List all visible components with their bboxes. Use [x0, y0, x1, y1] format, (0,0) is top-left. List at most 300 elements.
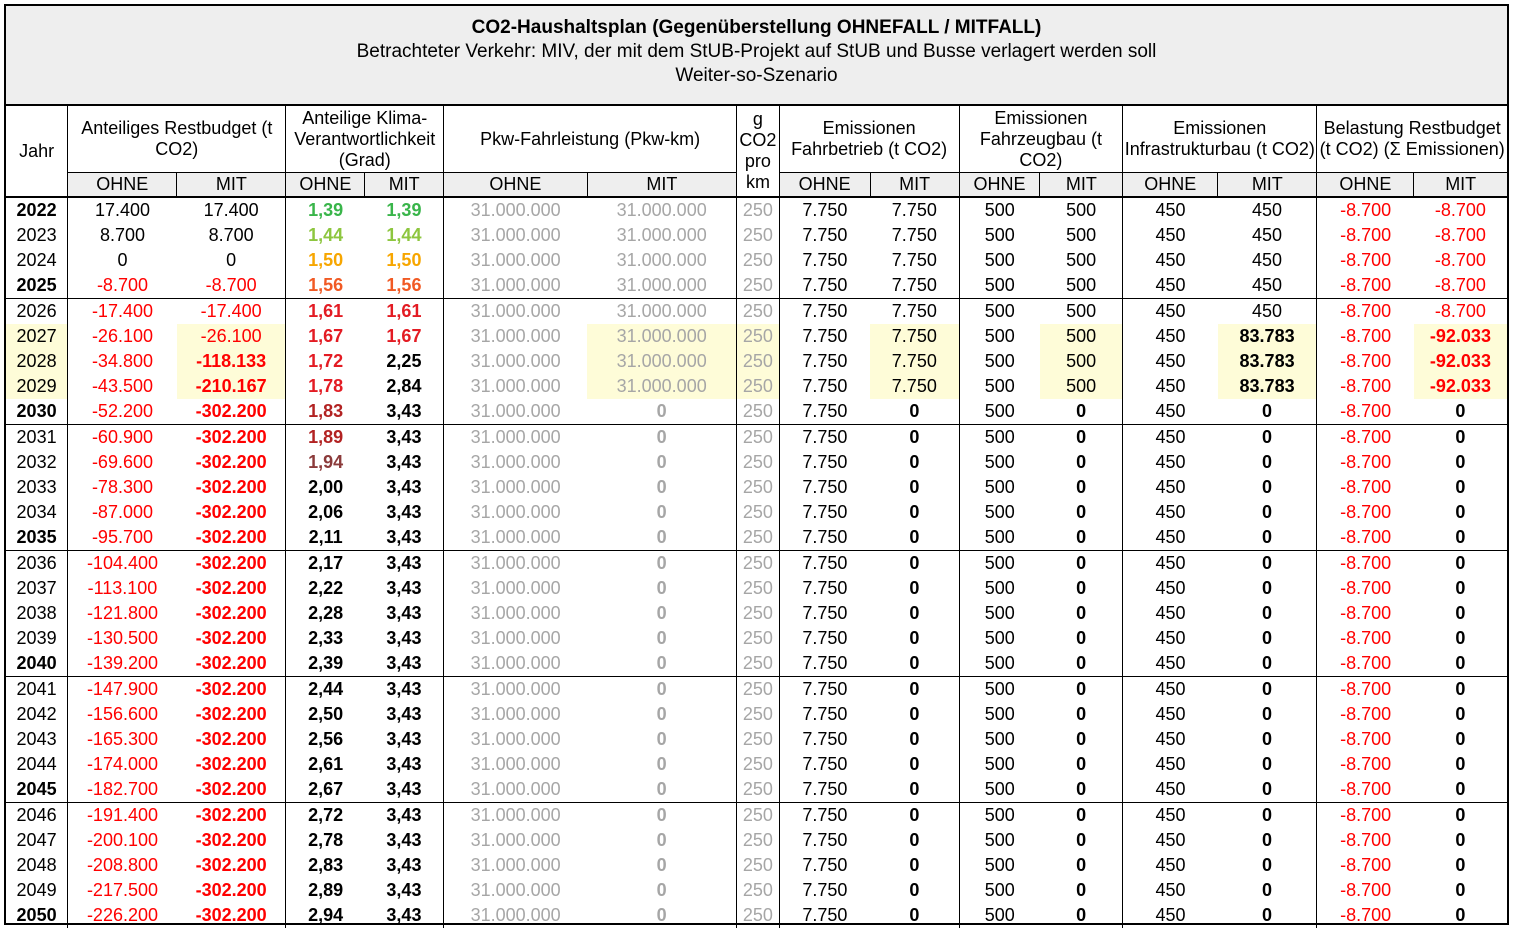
cell-fahrzeugbau-ohne: 500 [959, 576, 1040, 601]
cell-belastung-ohne: -8.700 [1317, 223, 1414, 248]
cell-klima-mit: 1,61 [365, 299, 444, 325]
cell-infrastruktur-ohne: 450 [1123, 223, 1218, 248]
cell-pkw-mit: 31.000.000 [587, 299, 737, 325]
cell-infrastruktur-mit: 83.783 [1218, 349, 1317, 374]
cell-infrastruktur-mit: 0 [1262, 905, 1273, 925]
cell-fahrbetrieb-mit: 0 [909, 905, 920, 925]
table-row [6, 626, 1507, 651]
cell-infrastruktur-ohne: 450 [1123, 273, 1218, 299]
cell-fahrbetrieb-ohne: 7.750 [779, 626, 870, 651]
cell-belastung-mit: -92.033 [1414, 374, 1507, 399]
cell-klima-mit: 3,43 [365, 425, 444, 451]
cell-restbudget-mit: -17.400 [177, 299, 286, 325]
cell-pkw-mit: 0 [587, 551, 737, 577]
cell-restbudget-ohne: -139.200 [68, 651, 177, 677]
cell-klima-mit: 3,43 [386, 401, 422, 421]
cell-belastung-mit: 0 [1455, 653, 1466, 673]
cell-restbudget-ohne: -147.900 [68, 677, 177, 703]
cell-belastung-mit: 0 [1455, 880, 1466, 900]
cell-klima-mit: 3,43 [386, 603, 422, 623]
header-gco2: g CO2 pro km [737, 106, 779, 197]
cell-gco2: 250 [737, 626, 779, 651]
cell-infrastruktur-ohne: 450 [1123, 450, 1218, 475]
subheader-mit: MIT [587, 173, 737, 198]
cell-belastung-mit: 0 [1455, 754, 1466, 774]
cell-jahr: 2028 [6, 349, 68, 374]
table-row [6, 551, 1507, 577]
cell-restbudget-mit: -302.200 [177, 425, 286, 451]
cell-restbudget-mit: -302.200 [195, 855, 267, 875]
cell-belastung-ohne: -8.700 [1317, 626, 1414, 651]
cell-infrastruktur-ohne: 450 [1123, 349, 1218, 374]
cell-klima-ohne: 2,33 [286, 626, 365, 651]
cell-fahrbetrieb-mit: 0 [909, 527, 920, 547]
cell-klima-ohne: 2,17 [286, 551, 365, 577]
cell-fahrbetrieb-mit: 0 [909, 653, 920, 673]
cell-klima-mit: 3,43 [386, 477, 422, 497]
cell-infrastruktur-ohne: 450 [1123, 702, 1218, 727]
cell-klima-ohne: 1,39 [286, 197, 365, 223]
cell-fahrzeugbau-mit: 0 [1076, 628, 1087, 648]
cell-fahrzeugbau-mit: 0 [1076, 653, 1087, 673]
cell-fahrbetrieb-mit: 0 [909, 477, 920, 497]
cell-fahrzeugbau-mit: 0 [1040, 425, 1123, 451]
cell-pkw-mit: 0 [656, 502, 667, 522]
table-row [6, 702, 1507, 727]
cell-klima-mit: 3,43 [386, 880, 422, 900]
cell-infrastruktur-ohne: 450 [1123, 903, 1218, 928]
cell-belastung-ohne: -8.700 [1317, 853, 1414, 878]
cell-belastung-mit: 0 [1455, 527, 1466, 547]
cell-fahrbetrieb-ohne: 7.750 [779, 903, 870, 928]
cell-fahrzeugbau-ohne: 500 [959, 248, 1040, 273]
cell-infrastruktur-ohne: 450 [1123, 324, 1218, 349]
cell-pkw-ohne: 31.000.000 [444, 500, 588, 525]
cell-fahrzeugbau-mit: 500 [1040, 349, 1123, 374]
cell-fahrzeugbau-ohne: 500 [959, 828, 1040, 853]
table-row [6, 273, 1507, 299]
cell-fahrzeugbau-mit: 0 [1040, 803, 1123, 829]
cell-belastung-ohne: -8.700 [1317, 576, 1414, 601]
cell-fahrzeugbau-mit: 0 [1076, 477, 1087, 497]
cell-pkw-mit: 0 [656, 855, 667, 875]
cell-klima-ohne: 2,06 [286, 500, 365, 525]
cell-restbudget-ohne: -156.600 [68, 702, 177, 727]
cell-belastung-ohne: -8.700 [1317, 803, 1414, 829]
cell-restbudget-ohne: -130.500 [68, 626, 177, 651]
cell-klima-mit: 3,43 [386, 830, 422, 850]
cell-infrastruktur-mit: 0 [1262, 729, 1273, 749]
cell-infrastruktur-mit: 0 [1218, 425, 1317, 451]
cell-fahrbetrieb-mit: 7.750 [891, 250, 937, 270]
cell-infrastruktur-ohne: 450 [1123, 399, 1218, 425]
cell-klima-ohne: 1,50 [286, 248, 365, 273]
cell-restbudget-mit: -302.200 [195, 603, 267, 623]
cell-gco2: 250 [737, 803, 779, 829]
cell-infrastruktur-ohne: 450 [1123, 651, 1218, 677]
cell-pkw-ohne: 31.000.000 [444, 601, 588, 626]
cell-restbudget-ohne: -200.100 [68, 828, 177, 853]
cell-fahrbetrieb-mit: 7.750 [870, 299, 959, 325]
table-row [6, 500, 1507, 525]
cell-fahrzeugbau-mit: 0 [1076, 502, 1087, 522]
table-row [6, 248, 1507, 273]
cell-restbudget-mit: 8.700 [208, 225, 254, 245]
cell-fahrzeugbau-mit: 0 [1040, 677, 1123, 703]
table-row [6, 399, 1507, 425]
cell-belastung-ohne: -8.700 [1317, 777, 1414, 803]
cell-jahr: 2034 [16, 502, 57, 522]
cell-infrastruktur-mit: 0 [1262, 452, 1273, 472]
cell-jahr: 2036 [6, 551, 68, 577]
cell-jahr: 2030 [16, 401, 57, 421]
cell-klima-mit: 3,43 [386, 527, 422, 547]
cell-infrastruktur-mit: 0 [1262, 653, 1273, 673]
cell-klima-ohne: 1,83 [286, 399, 365, 425]
cell-fahrzeugbau-ohne: 500 [959, 752, 1040, 777]
table-row [6, 324, 1507, 349]
cell-belastung-ohne: -8.700 [1317, 399, 1414, 425]
cell-fahrzeugbau-mit: 0 [1076, 880, 1087, 900]
cell-infrastruktur-mit: 0 [1218, 677, 1317, 703]
cell-fahrbetrieb-ohne: 7.750 [779, 425, 870, 451]
cell-pkw-ohne: 31.000.000 [444, 425, 588, 451]
header-belastung: Belastung Restbudget (t CO2) (Σ Emissionen) [1317, 106, 1507, 173]
cell-fahrbetrieb-mit: 7.750 [870, 349, 959, 374]
cell-belastung-ohne: -8.700 [1317, 500, 1414, 525]
cell-fahrzeugbau-mit: 0 [1040, 551, 1123, 577]
cell-jahr: 2039 [16, 628, 57, 648]
scenario-label: Weiter-so-Szenario [675, 65, 838, 86]
cell-pkw-mit: 0 [656, 653, 667, 673]
cell-belastung-ohne: -8.700 [1317, 601, 1414, 626]
cell-restbudget-ohne: -182.700 [68, 777, 177, 803]
cell-restbudget-mit: -302.200 [195, 754, 267, 774]
cell-pkw-ohne: 31.000.000 [444, 475, 588, 500]
cell-klima-mit: 3,43 [386, 704, 422, 724]
cell-infrastruktur-mit: 0 [1262, 502, 1273, 522]
cell-pkw-mit: 31.000.000 [587, 349, 737, 374]
cell-infrastruktur-mit: 0 [1262, 527, 1273, 547]
cell-pkw-ohne: 31.000.000 [444, 651, 588, 677]
cell-infrastruktur-ohne: 450 [1123, 828, 1218, 853]
cell-klima-ohne: 2,67 [286, 777, 365, 803]
cell-jahr: 2044 [16, 754, 57, 774]
table-row [6, 878, 1507, 903]
cell-restbudget-ohne: -26.100 [68, 324, 177, 349]
cell-belastung-ohne: -8.700 [1317, 752, 1414, 777]
subheader-ohne: OHNE [779, 173, 870, 198]
cell-infrastruktur-ohne: 450 [1123, 551, 1218, 577]
cell-infrastruktur-mit: 450 [1252, 200, 1283, 220]
table-row [6, 576, 1507, 601]
cell-fahrbetrieb-ohne: 7.750 [779, 475, 870, 500]
cell-pkw-mit: 31.000.000 [616, 200, 707, 220]
cell-restbudget-ohne: -191.400 [68, 803, 177, 829]
cell-fahrzeugbau-ohne: 500 [959, 450, 1040, 475]
cell-klima-mit: 3,43 [386, 502, 422, 522]
cell-fahrzeugbau-ohne: 500 [959, 702, 1040, 727]
cell-restbudget-ohne: -69.600 [68, 450, 177, 475]
cell-infrastruktur-ohne: 450 [1123, 878, 1218, 903]
cell-klima-ohne: 2,22 [286, 576, 365, 601]
cell-belastung-mit: 0 [1455, 452, 1466, 472]
cell-klima-mit: 1,50 [386, 250, 422, 270]
cell-pkw-ohne: 31.000.000 [444, 324, 588, 349]
cell-belastung-mit: 0 [1455, 628, 1466, 648]
cell-fahrbetrieb-mit: 0 [909, 830, 920, 850]
cell-belastung-ohne: -8.700 [1317, 727, 1414, 752]
cell-restbudget-mit: -302.200 [177, 803, 286, 829]
cell-jahr: 2023 [16, 225, 57, 245]
cell-gco2: 250 [737, 500, 779, 525]
cell-gco2: 250 [737, 223, 779, 248]
cell-belastung-mit: -8.700 [1434, 250, 1486, 270]
cell-belastung-ohne: -8.700 [1317, 324, 1414, 349]
cell-klima-mit: 3,43 [386, 779, 422, 799]
cell-fahrbetrieb-ohne: 7.750 [779, 500, 870, 525]
cell-fahrzeugbau-mit: 0 [1076, 527, 1087, 547]
cell-klima-mit: 1,44 [386, 225, 422, 245]
cell-pkw-mit: 0 [656, 578, 667, 598]
cell-belastung-mit: 0 [1414, 425, 1507, 451]
cell-gco2: 250 [737, 450, 779, 475]
cell-pkw-mit: 0 [656, 704, 667, 724]
cell-fahrzeugbau-mit: 500 [1040, 324, 1123, 349]
cell-fahrzeugbau-mit: 0 [1076, 830, 1087, 850]
cell-gco2: 250 [737, 777, 779, 803]
cell-restbudget-ohne: -121.800 [68, 601, 177, 626]
cell-pkw-mit: 31.000.000 [616, 225, 707, 245]
cell-pkw-mit: 31.000.000 [587, 324, 737, 349]
cell-restbudget-mit: -118.133 [177, 349, 286, 374]
cell-belastung-ohne: -8.700 [1317, 349, 1414, 374]
cell-fahrzeugbau-ohne: 500 [959, 197, 1040, 223]
cell-pkw-ohne: 31.000.000 [444, 374, 588, 399]
cell-pkw-mit: 31.000.000 [616, 250, 707, 270]
cell-fahrzeugbau-mit: 0 [1076, 603, 1087, 623]
cell-jahr: 2040 [16, 653, 57, 673]
cell-belastung-mit: -8.700 [1434, 225, 1486, 245]
cell-fahrzeugbau-ohne: 500 [959, 677, 1040, 703]
cell-jahr: 2045 [16, 779, 57, 799]
cell-klima-ohne: 2,83 [286, 853, 365, 878]
subheader-ohne: OHNE [68, 173, 177, 198]
cell-restbudget-mit: -26.100 [177, 324, 286, 349]
cell-jahr: 2029 [6, 374, 68, 399]
cell-restbudget-ohne: -87.000 [68, 500, 177, 525]
cell-restbudget-mit: -302.200 [195, 578, 267, 598]
cell-fahrbetrieb-ohne: 7.750 [779, 374, 870, 399]
cell-belastung-ohne: -8.700 [1317, 702, 1414, 727]
cell-klima-mit: 2,25 [386, 351, 422, 371]
table-row [6, 223, 1507, 248]
cell-pkw-mit: 0 [656, 729, 667, 749]
cell-pkw-ohne: 31.000.000 [444, 803, 588, 829]
cell-infrastruktur-mit: 450 [1218, 299, 1317, 325]
cell-klima-mit: 3,43 [365, 803, 444, 829]
cell-klima-ohne: 2,44 [286, 677, 365, 703]
cell-fahrzeugbau-ohne: 500 [959, 500, 1040, 525]
cell-gco2: 250 [737, 551, 779, 577]
cell-restbudget-mit: -8.700 [205, 275, 257, 295]
table-row [6, 475, 1507, 500]
cell-infrastruktur-ohne: 450 [1123, 853, 1218, 878]
cell-fahrzeugbau-mit: 0 [1076, 754, 1087, 774]
cell-infrastruktur-ohne: 450 [1123, 425, 1218, 451]
cell-restbudget-mit: -302.200 [195, 905, 267, 925]
subheader-mit: MIT [365, 173, 444, 198]
subheader-ohne: OHNE [1317, 173, 1414, 198]
co2-budget-sheet [4, 4, 1509, 925]
cell-restbudget-ohne: -226.200 [68, 903, 177, 928]
cell-pkw-ohne: 31.000.000 [444, 853, 588, 878]
cell-gco2: 250 [737, 651, 779, 677]
cell-pkw-mit: 31.000.000 [616, 275, 707, 295]
cell-infrastruktur-mit: 0 [1262, 704, 1273, 724]
cell-klima-mit: 3,43 [386, 855, 422, 875]
subheader-mit: MIT [1040, 173, 1123, 198]
cell-pkw-ohne: 31.000.000 [444, 299, 588, 325]
cell-klima-ohne: 2,78 [286, 828, 365, 853]
cell-fahrbetrieb-mit: 7.750 [891, 275, 937, 295]
table-row [6, 727, 1507, 752]
cell-fahrbetrieb-ohne: 7.750 [779, 551, 870, 577]
cell-fahrzeugbau-mit: 500 [1066, 225, 1097, 245]
cell-pkw-mit: 31.000.000 [587, 374, 737, 399]
subheader-mit: MIT [177, 173, 286, 198]
cell-fahrzeugbau-mit: 0 [1076, 401, 1087, 421]
cell-gco2: 250 [737, 248, 779, 273]
cell-fahrzeugbau-mit: 0 [1076, 704, 1087, 724]
cell-infrastruktur-mit: 0 [1262, 578, 1273, 598]
cell-restbudget-ohne: -17.400 [68, 299, 177, 325]
cell-fahrbetrieb-ohne: 7.750 [779, 223, 870, 248]
table-row [6, 828, 1507, 853]
cell-restbudget-mit: -302.200 [195, 653, 267, 673]
sheet-header [6, 6, 1507, 106]
cell-restbudget-mit: -302.200 [177, 551, 286, 577]
cell-fahrbetrieb-mit: 0 [909, 603, 920, 623]
cell-fahrbetrieb-ohne: 7.750 [779, 601, 870, 626]
cell-infrastruktur-mit: 0 [1218, 803, 1317, 829]
cell-fahrbetrieb-mit: 0 [909, 628, 920, 648]
cell-restbudget-ohne: -52.200 [68, 399, 177, 425]
cell-fahrbetrieb-ohne: 7.750 [779, 752, 870, 777]
cell-fahrzeugbau-mit: 500 [1066, 200, 1097, 220]
cell-klima-ohne: 2,50 [286, 702, 365, 727]
cell-belastung-mit: -92.033 [1414, 324, 1507, 349]
cell-fahrbetrieb-ohne: 7.750 [779, 702, 870, 727]
cell-fahrzeugbau-ohne: 500 [959, 324, 1040, 349]
cell-restbudget-mit: -302.200 [195, 628, 267, 648]
cell-restbudget-mit: -302.200 [195, 527, 267, 547]
cell-pkw-ohne: 31.000.000 [444, 828, 588, 853]
cell-fahrzeugbau-mit: 0 [1076, 729, 1087, 749]
cell-klima-ohne: 2,28 [286, 601, 365, 626]
cell-restbudget-mit: 0 [226, 250, 237, 270]
cell-pkw-ohne: 31.000.000 [444, 399, 588, 425]
table-row [6, 450, 1507, 475]
cell-fahrzeugbau-ohne: 500 [959, 551, 1040, 577]
cell-klima-mit: 2,84 [386, 376, 422, 396]
table-row [6, 853, 1507, 878]
subheader-mit: MIT [870, 173, 959, 198]
cell-fahrbetrieb-ohne: 7.750 [779, 828, 870, 853]
cell-fahrzeugbau-mit: 500 [1066, 250, 1097, 270]
cell-gco2: 250 [737, 601, 779, 626]
cell-klima-ohne: 2,94 [286, 903, 365, 928]
cell-jahr: 2050 [16, 905, 57, 925]
cell-infrastruktur-mit: 83.783 [1218, 324, 1317, 349]
cell-belastung-mit: 0 [1455, 855, 1466, 875]
cell-fahrzeugbau-mit: 500 [1040, 374, 1123, 399]
cell-fahrbetrieb-mit: 0 [870, 677, 959, 703]
cell-fahrzeugbau-mit: 500 [1040, 299, 1123, 325]
cell-jahr: 2033 [16, 477, 57, 497]
cell-belastung-mit: 0 [1455, 729, 1466, 749]
cell-belastung-ohne: -8.700 [1317, 450, 1414, 475]
cell-fahrbetrieb-ohne: 7.750 [779, 399, 870, 425]
table-row [6, 349, 1507, 374]
cell-klima-mit: 3,43 [386, 653, 422, 673]
cell-belastung-ohne: -8.700 [1317, 828, 1414, 853]
cell-restbudget-ohne: -78.300 [68, 475, 177, 500]
cell-klima-ohne: 1,56 [286, 273, 365, 299]
cell-restbudget-mit: 17.400 [203, 200, 259, 220]
cell-belastung-ohne: -8.700 [1317, 551, 1414, 577]
cell-gco2: 250 [737, 374, 779, 399]
cell-fahrzeugbau-ohne: 500 [959, 777, 1040, 803]
header-jahr: Jahr [6, 106, 68, 197]
cell-gco2: 250 [737, 273, 779, 299]
cell-fahrbetrieb-ohne: 7.750 [779, 727, 870, 752]
cell-restbudget-mit: -210.167 [177, 374, 286, 399]
cell-pkw-mit: 0 [656, 628, 667, 648]
cell-klima-mit: 3,43 [386, 452, 422, 472]
cell-klima-mit: 3,43 [386, 905, 422, 925]
cell-fahrbetrieb-ohne: 7.750 [779, 273, 870, 299]
cell-infrastruktur-ohne: 450 [1123, 248, 1218, 273]
cell-gco2: 250 [737, 475, 779, 500]
cell-belastung-ohne: -8.700 [1317, 878, 1414, 903]
cell-fahrzeugbau-mit: 0 [1076, 905, 1087, 925]
budget-table [6, 106, 1507, 928]
cell-belastung-mit: 0 [1455, 477, 1466, 497]
table-row [6, 777, 1507, 803]
cell-jahr: 2038 [16, 603, 57, 623]
cell-fahrbetrieb-mit: 7.750 [870, 374, 959, 399]
cell-infrastruktur-ohne: 450 [1123, 500, 1218, 525]
cell-infrastruktur-mit: 83.783 [1218, 374, 1317, 399]
cell-infrastruktur-ohne: 450 [1123, 525, 1218, 551]
cell-gco2: 250 [737, 903, 779, 928]
cell-fahrzeugbau-ohne: 500 [959, 525, 1040, 551]
cell-infrastruktur-mit: 0 [1262, 628, 1273, 648]
cell-pkw-ohne: 31.000.000 [444, 576, 588, 601]
cell-fahrzeugbau-ohne: 500 [959, 727, 1040, 752]
cell-restbudget-mit: -302.200 [195, 779, 267, 799]
cell-klima-mit: 1,39 [386, 200, 422, 220]
table-row [6, 374, 1507, 399]
cell-klima-ohne: 2,00 [286, 475, 365, 500]
cell-fahrzeugbau-ohne: 500 [959, 349, 1040, 374]
cell-jahr: 2031 [6, 425, 68, 451]
cell-infrastruktur-mit: 450 [1252, 275, 1283, 295]
cell-gco2: 250 [737, 576, 779, 601]
cell-fahrbetrieb-mit: 7.750 [891, 200, 937, 220]
cell-belastung-ohne: -8.700 [1317, 299, 1414, 325]
